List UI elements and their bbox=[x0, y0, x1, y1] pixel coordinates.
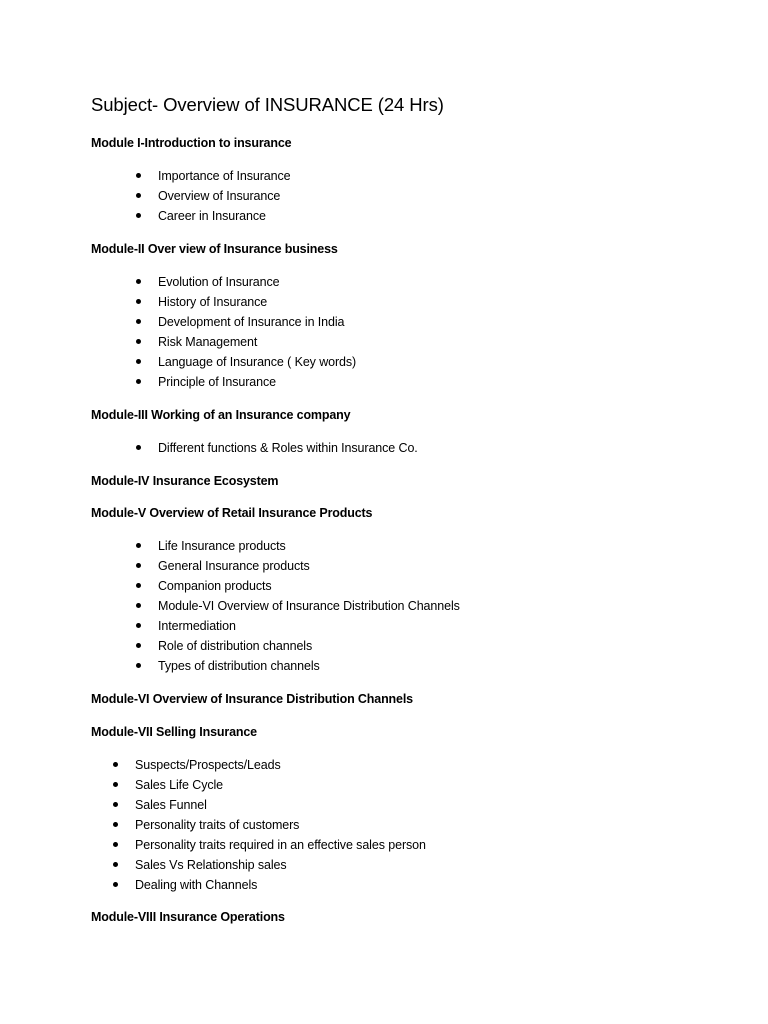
bullet-icon bbox=[136, 359, 141, 364]
bullet-icon bbox=[136, 193, 141, 198]
module-3-heading: Module-III Working of an Insurance company bbox=[91, 408, 351, 422]
bullet-icon bbox=[136, 583, 141, 588]
bullet-icon bbox=[136, 643, 141, 648]
bullet-icon bbox=[136, 563, 141, 568]
module-2-heading: Module-II Over view of Insurance business bbox=[91, 242, 338, 256]
bullet-icon bbox=[113, 762, 118, 767]
module-7-heading: Module-VII Selling Insurance bbox=[91, 725, 257, 739]
bullet-icon bbox=[136, 603, 141, 608]
bullet-icon bbox=[136, 623, 141, 628]
bullet-icon bbox=[113, 822, 118, 827]
bullet-icon bbox=[136, 379, 141, 384]
bullet-icon bbox=[136, 319, 141, 324]
bullet-icon bbox=[113, 882, 118, 887]
bullet-icon bbox=[136, 299, 141, 304]
bullet-icon bbox=[136, 339, 141, 344]
bullet-icon bbox=[136, 213, 141, 218]
module-8-heading: Module-VIII Insurance Operations bbox=[91, 910, 285, 924]
module-4-heading: Module-IV Insurance Ecosystem bbox=[91, 474, 279, 488]
bullet-icon bbox=[136, 173, 141, 178]
document-title: Subject- Overview of INSURANCE (24 Hrs) bbox=[91, 94, 444, 115]
bullet-icon bbox=[136, 543, 141, 548]
document-page: Subject- Overview of INSURANCE (24 Hrs) Module I-Introduction to insurance Importance of Insurance Overview of Insurance Career in Insurance Module-II Over view of Insurance business Evolution of Insurance History of Insurance Development of Insurance in India Risk Management Language of Insurance ( Key words) Principle of Insurance Module-III Working of an Insurance company Different functions & Roles within Insurance Co. Module-IV Insurance Ecosystem Module-V Overview of Retail Insurance Products Life Insurance products General Insurance products Companion products Module-VI Overview of Insurance Distribution Channels Intermediation Role of distribution channels Types of distribution channels Module-VI Overview of Insurance Distribution Channels Module-VII Selling Insurance Suspects/Prospects/Leads Sales Life Cycle Sales Funnel Personality traits of customers Personality traits required in an effective sales person Sales Vs Relationship sales Dealing with Channels Module-VIII Insurance Operations bbox=[91, 94, 460, 924]
module-6-heading: Module-VI Overview of Insurance Distribution Channels bbox=[91, 692, 413, 706]
bullet-icon bbox=[136, 663, 141, 668]
bullet-icon bbox=[136, 445, 141, 450]
bullet-icon bbox=[113, 862, 118, 867]
bullet-icon bbox=[136, 279, 141, 284]
bullet-icon bbox=[113, 842, 118, 847]
bullet-icon bbox=[113, 782, 118, 787]
bullet-icon bbox=[113, 802, 118, 807]
module-5-heading: Module-V Overview of Retail Insurance Products bbox=[91, 506, 373, 520]
module-1-heading: Module I-Introduction to insurance bbox=[91, 136, 292, 150]
